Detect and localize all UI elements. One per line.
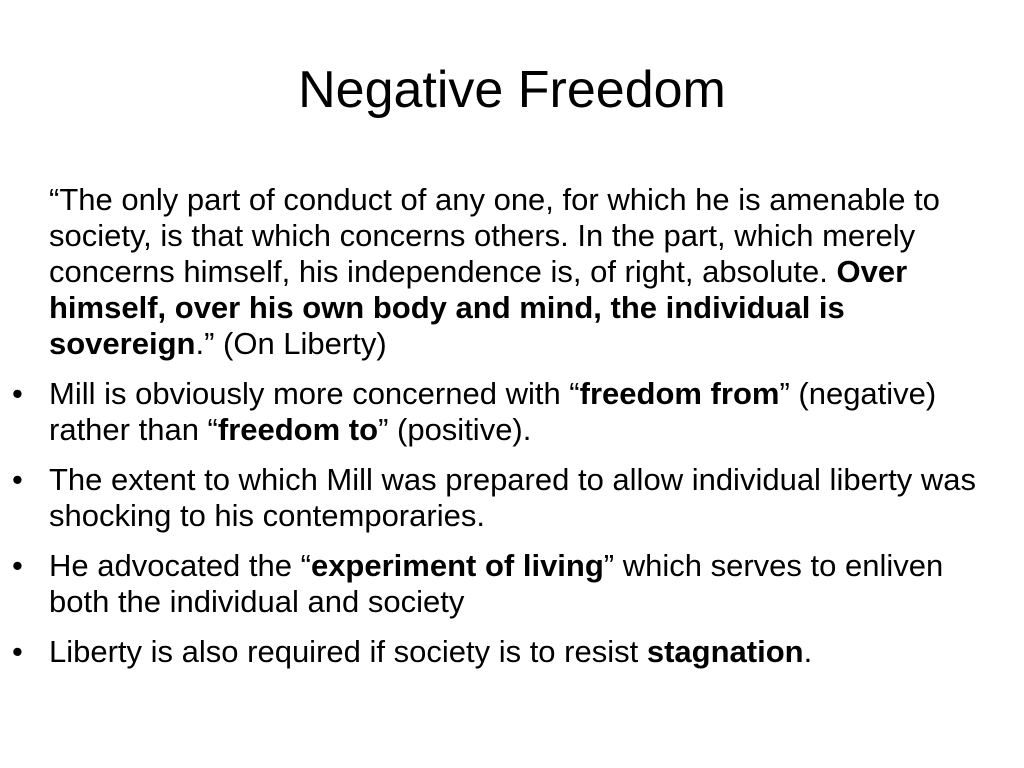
quote-text: “The only part of conduct of any one, for which he is amenable to society, is that which concerns others. In the part, which merely concerns himself, his independence is, of right, absolute. [49,182,940,289]
bullet-bold-text: experiment of living [310,548,604,583]
bullet-text: Liberty is also required if society is to resist [49,634,647,669]
slide-body [0,182,1010,670]
bullet-icon: • [12,462,23,497]
bullet-text: ” (positive). [378,412,532,447]
bullet-text: He advocated the “ [49,548,311,583]
bullet-text: The extent to which Mill was prepared to allow individual liberty was shocking to his contemporaries. [49,462,976,533]
bullet-item [0,634,1010,670]
bullet-text: ” (negative) rather than “ [49,376,937,447]
bullet-bold-text: freedom to [217,412,379,447]
bullet-text: . [803,634,813,669]
quote-bold-text: Over himself, over his own body and mind, the individual is sovereign [49,254,908,361]
bullet-item [0,462,1010,534]
bullet-item [0,376,1010,448]
bullet-icon: • [12,376,23,411]
bullet-bold-text: stagnation [646,634,804,669]
mill-quote [49,182,1010,362]
bullet-icon: • [12,548,23,583]
quote-citation: .” (On Liberty) [195,326,387,361]
bullet-item [0,548,1010,620]
slide-title: Negative Freedom [298,61,726,119]
bullet-bold-text: freedom from [579,376,780,411]
bullet-text: ” which serves to enliven both the individual and society [49,548,944,619]
bullet-icon: • [12,634,23,669]
bullet-text: Mill is obviously more concerned with “ [49,376,580,411]
